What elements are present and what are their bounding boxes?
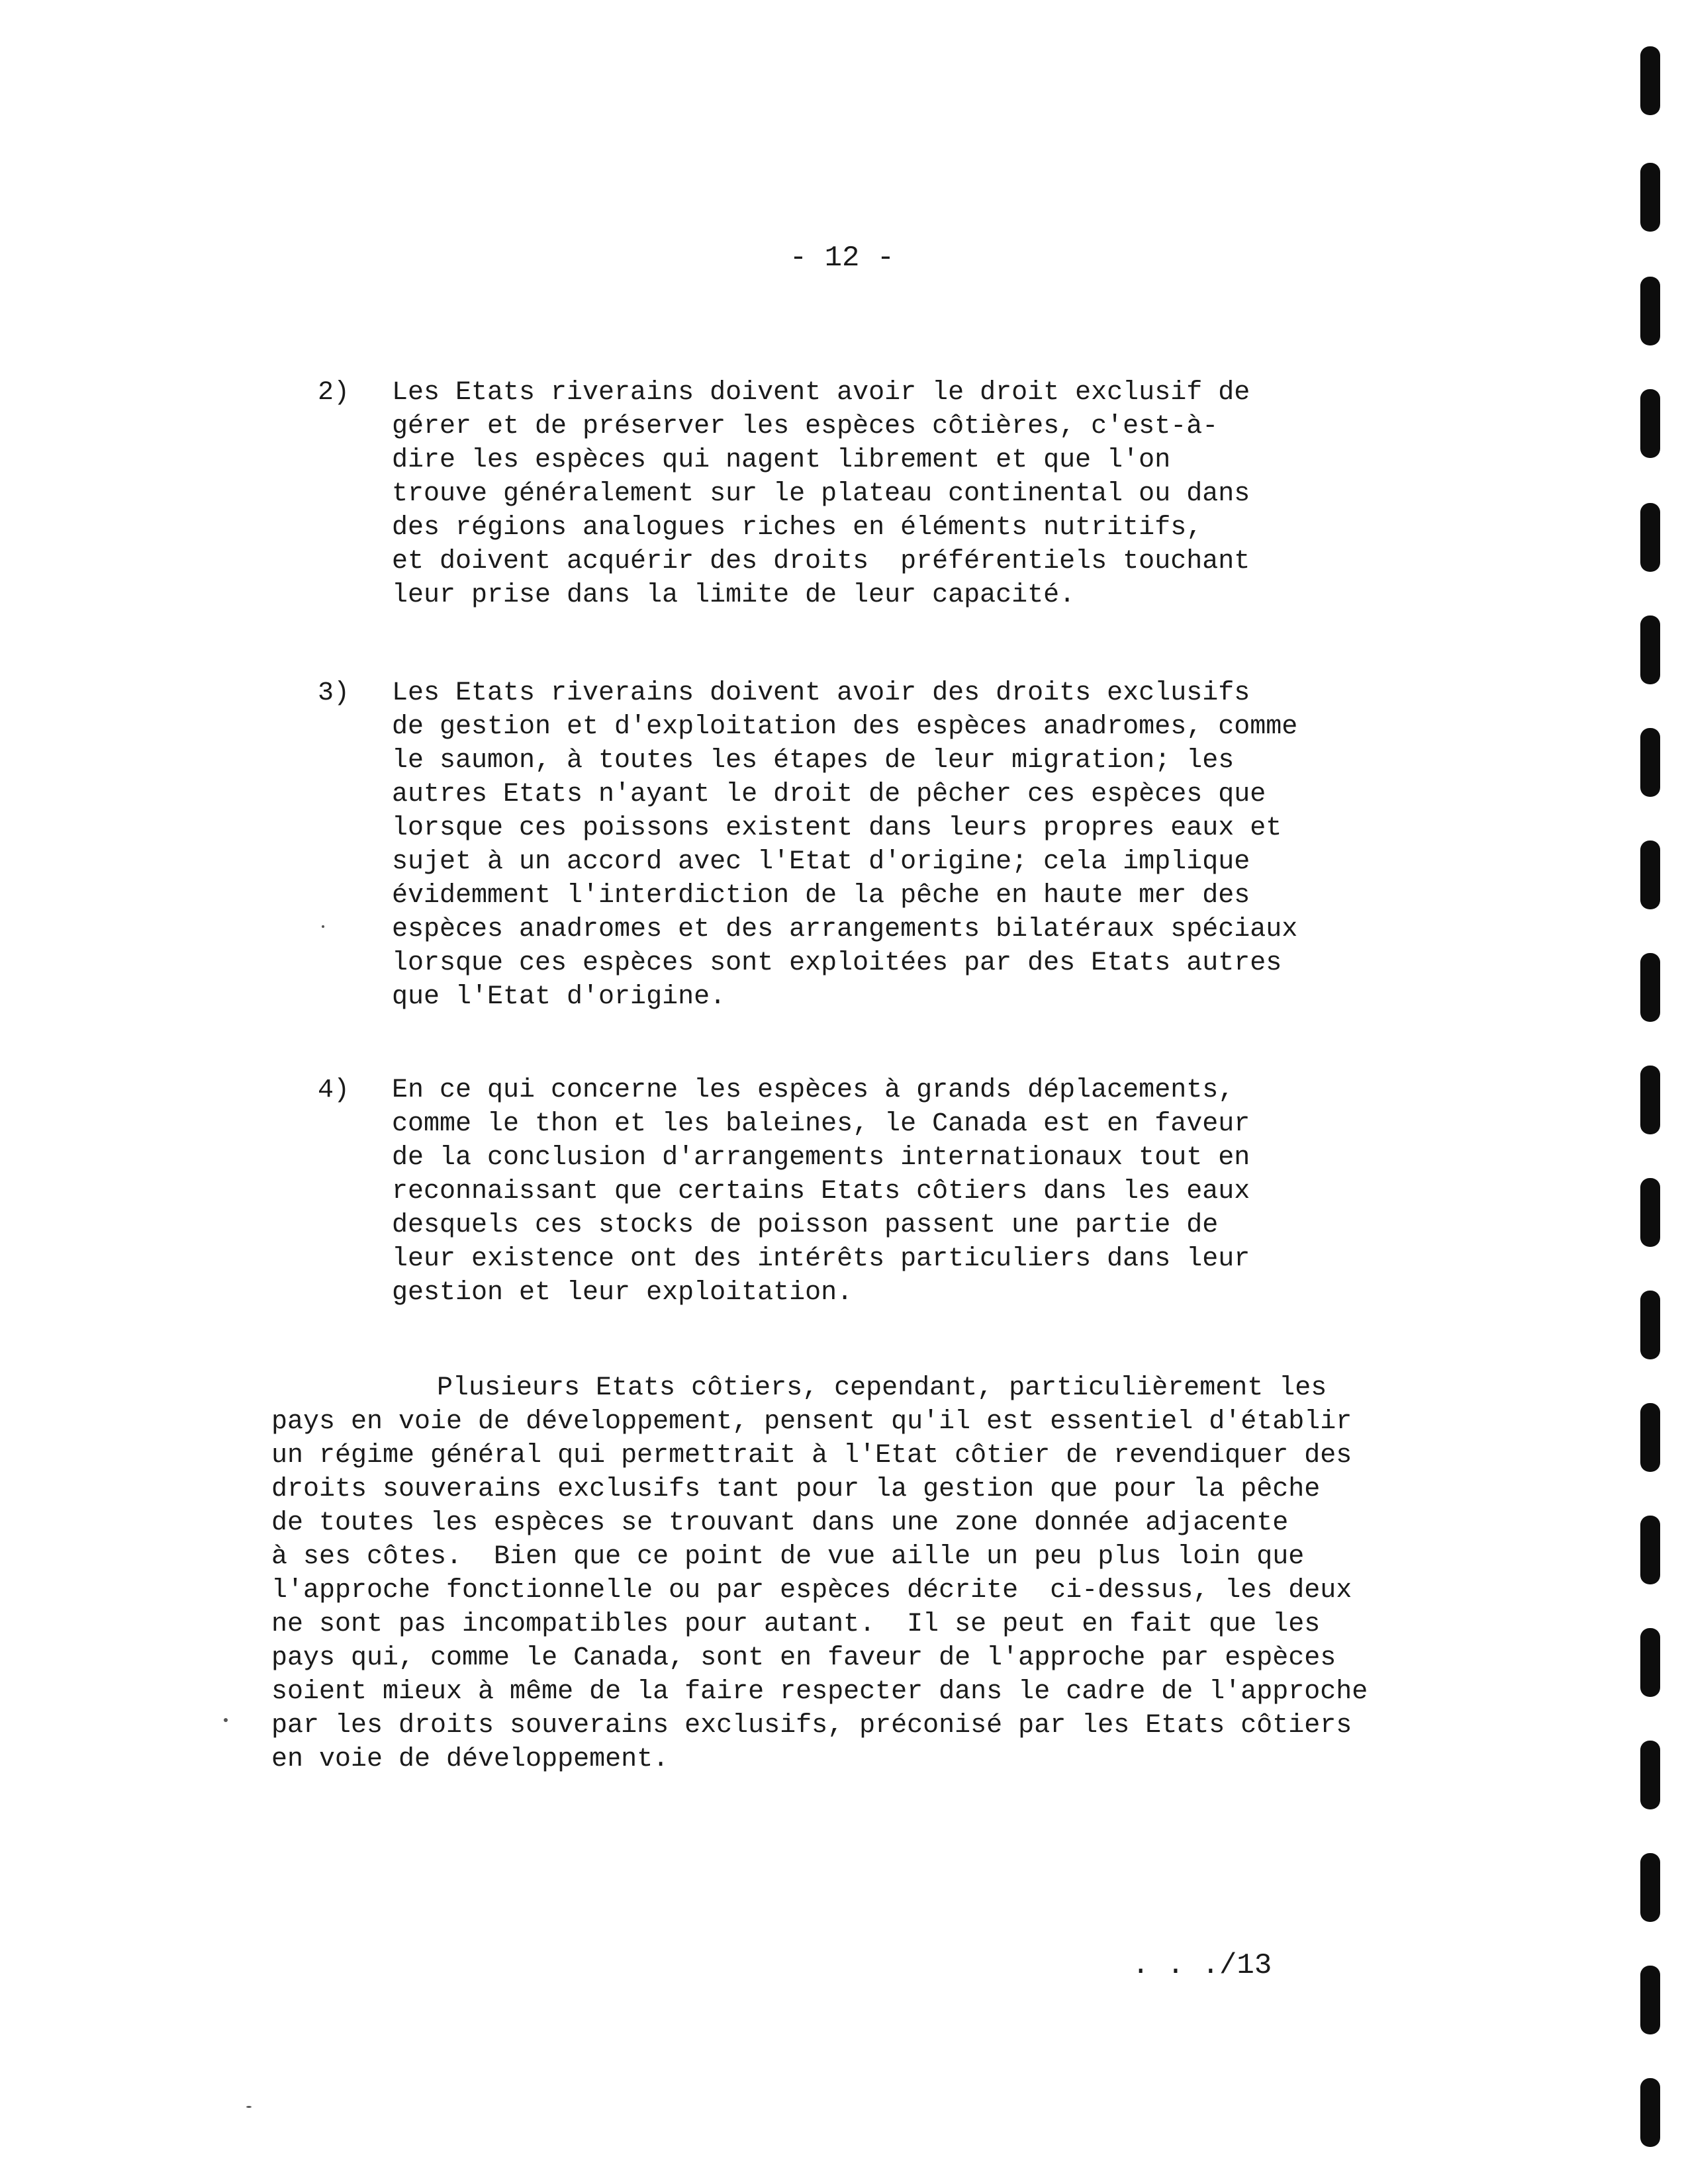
- text-line: en voie de développement.: [271, 1745, 669, 1774]
- binding-hole: [1640, 1628, 1660, 1697]
- binding-hole: [1640, 1853, 1660, 1922]
- text-line: ne sont pas incompatibles pour autant. Il se peut en fait que les: [271, 1610, 1321, 1639]
- binding-hole: [1640, 389, 1660, 458]
- text-line: Les Etats riverains doivent avoir le droit exclusif de: [392, 378, 1250, 408]
- text-line: En ce qui concerne les espèces à grands déplacements,: [392, 1075, 1235, 1105]
- binding-hole: [1640, 163, 1660, 232]
- binding-hole: [1640, 1178, 1660, 1247]
- text-line: par les droits souverains exclusifs, préconisé par les Etats côtiers: [271, 1711, 1352, 1741]
- item-text: [392, 376, 1250, 612]
- text-line: sujet à un accord avec l'Etat d'origine; cela implique: [392, 847, 1250, 877]
- text-line: Plusieurs Etats côtiers, cependant, particulièrement les: [437, 1373, 1327, 1403]
- text-line: le saumon, à toutes les étapes de leur migration; les: [392, 746, 1235, 776]
- binding-hole: [1640, 277, 1660, 345]
- scan-speck: [224, 1718, 228, 1722]
- binding-hole: [1640, 1966, 1660, 2034]
- scan-speck: [322, 925, 324, 928]
- text-line: de la conclusion d'arrangements internationaux tout en: [392, 1143, 1250, 1173]
- text-line: espèces anadromes et des arrangements bilatéraux spéciaux: [392, 915, 1298, 944]
- text-line: gestion et leur exploitation.: [392, 1278, 853, 1308]
- text-line: trouve généralement sur le plateau continental ou dans: [392, 479, 1250, 509]
- text-line: leur existence ont des intérêts particuliers dans leur: [392, 1244, 1250, 1274]
- text-line: évidemment l'interdiction de la pêche en haute mer des: [392, 881, 1250, 911]
- binding-hole: [1640, 503, 1660, 572]
- text-line: leur prise dans la limite de leur capacité.: [392, 580, 1076, 610]
- item-number: 2): [318, 378, 350, 408]
- text-line: reconnaissant que certains Etats côtiers dans les eaux: [392, 1177, 1250, 1206]
- item-text: [392, 676, 1297, 1014]
- text-line: pays en voie de développement, pensent qu'il est essentiel d'établir: [271, 1407, 1352, 1437]
- text-line: soient mieux à même de la faire respecter dans le cadre de l'approche: [271, 1677, 1368, 1707]
- text-line: comme le thon et les baleines, le Canada est en faveur: [392, 1109, 1250, 1139]
- text-line: lorsque ces espèces sont exploitées par des Etats autres: [392, 948, 1282, 978]
- item-number: 3): [318, 678, 350, 708]
- text-line: des régions analogues riches en éléments nutritifs,: [392, 513, 1203, 543]
- page-number: - 12 -: [789, 242, 895, 275]
- item-text: [392, 1073, 1250, 1310]
- text-line: de gestion et d'exploitation des espèces anadromes, comme: [392, 712, 1298, 742]
- binding-hole: [1640, 615, 1660, 684]
- binding-hole: [1640, 841, 1660, 909]
- binding-hole: [1640, 2078, 1660, 2147]
- binding-hole: [1640, 46, 1660, 115]
- body-paragraph: [271, 1371, 1368, 1776]
- binding-hole: [1640, 1741, 1660, 1809]
- text-line: desquels ces stocks de poisson passent une partie de: [392, 1210, 1219, 1240]
- binding-hole: [1640, 1403, 1660, 1472]
- binding-hole: [1640, 1291, 1660, 1359]
- text-line: pays qui, comme le Canada, sont en faveur de l'approche par espèces: [271, 1643, 1336, 1673]
- text-line: l'approche fonctionnelle ou par espèces décrite ci-dessus, les deux: [271, 1576, 1352, 1606]
- text-line: dire les espèces qui nagent librement et que l'on: [392, 445, 1171, 475]
- item-number: 4): [318, 1075, 350, 1105]
- text-line: autres Etats n'ayant le droit de pêcher ces espèces que: [392, 780, 1266, 809]
- text-line: de toutes les espèces se trouvant dans une zone donnée adjacente: [271, 1508, 1289, 1538]
- binding-hole: [1640, 1066, 1660, 1134]
- text-line: lorsque ces poissons existent dans leurs propres eaux et: [392, 813, 1282, 843]
- text-line: un régime général qui permettrait à l'Etat côtier de revendiquer des: [271, 1441, 1352, 1471]
- binding-hole: [1640, 728, 1660, 797]
- text-line: et doivent acquérir des droits préférentiels touchant: [392, 547, 1250, 576]
- binding-hole: [1640, 953, 1660, 1022]
- continuation-marker: . . ./13: [1132, 1949, 1272, 1982]
- scan-speck: [246, 2106, 252, 2108]
- text-line: que l'Etat d'origine.: [392, 982, 726, 1012]
- binding-hole: [1640, 1516, 1660, 1584]
- text-line: droits souverains exclusifs tant pour la gestion que pour la pêche: [271, 1475, 1321, 1504]
- text-line: à ses côtes. Bien que ce point de vue aille un peu plus loin que: [271, 1542, 1305, 1572]
- text-line: gérer et de préserver les espèces côtières, c'est-à-: [392, 412, 1219, 441]
- text-line: Les Etats riverains doivent avoir des droits exclusifs: [392, 678, 1250, 708]
